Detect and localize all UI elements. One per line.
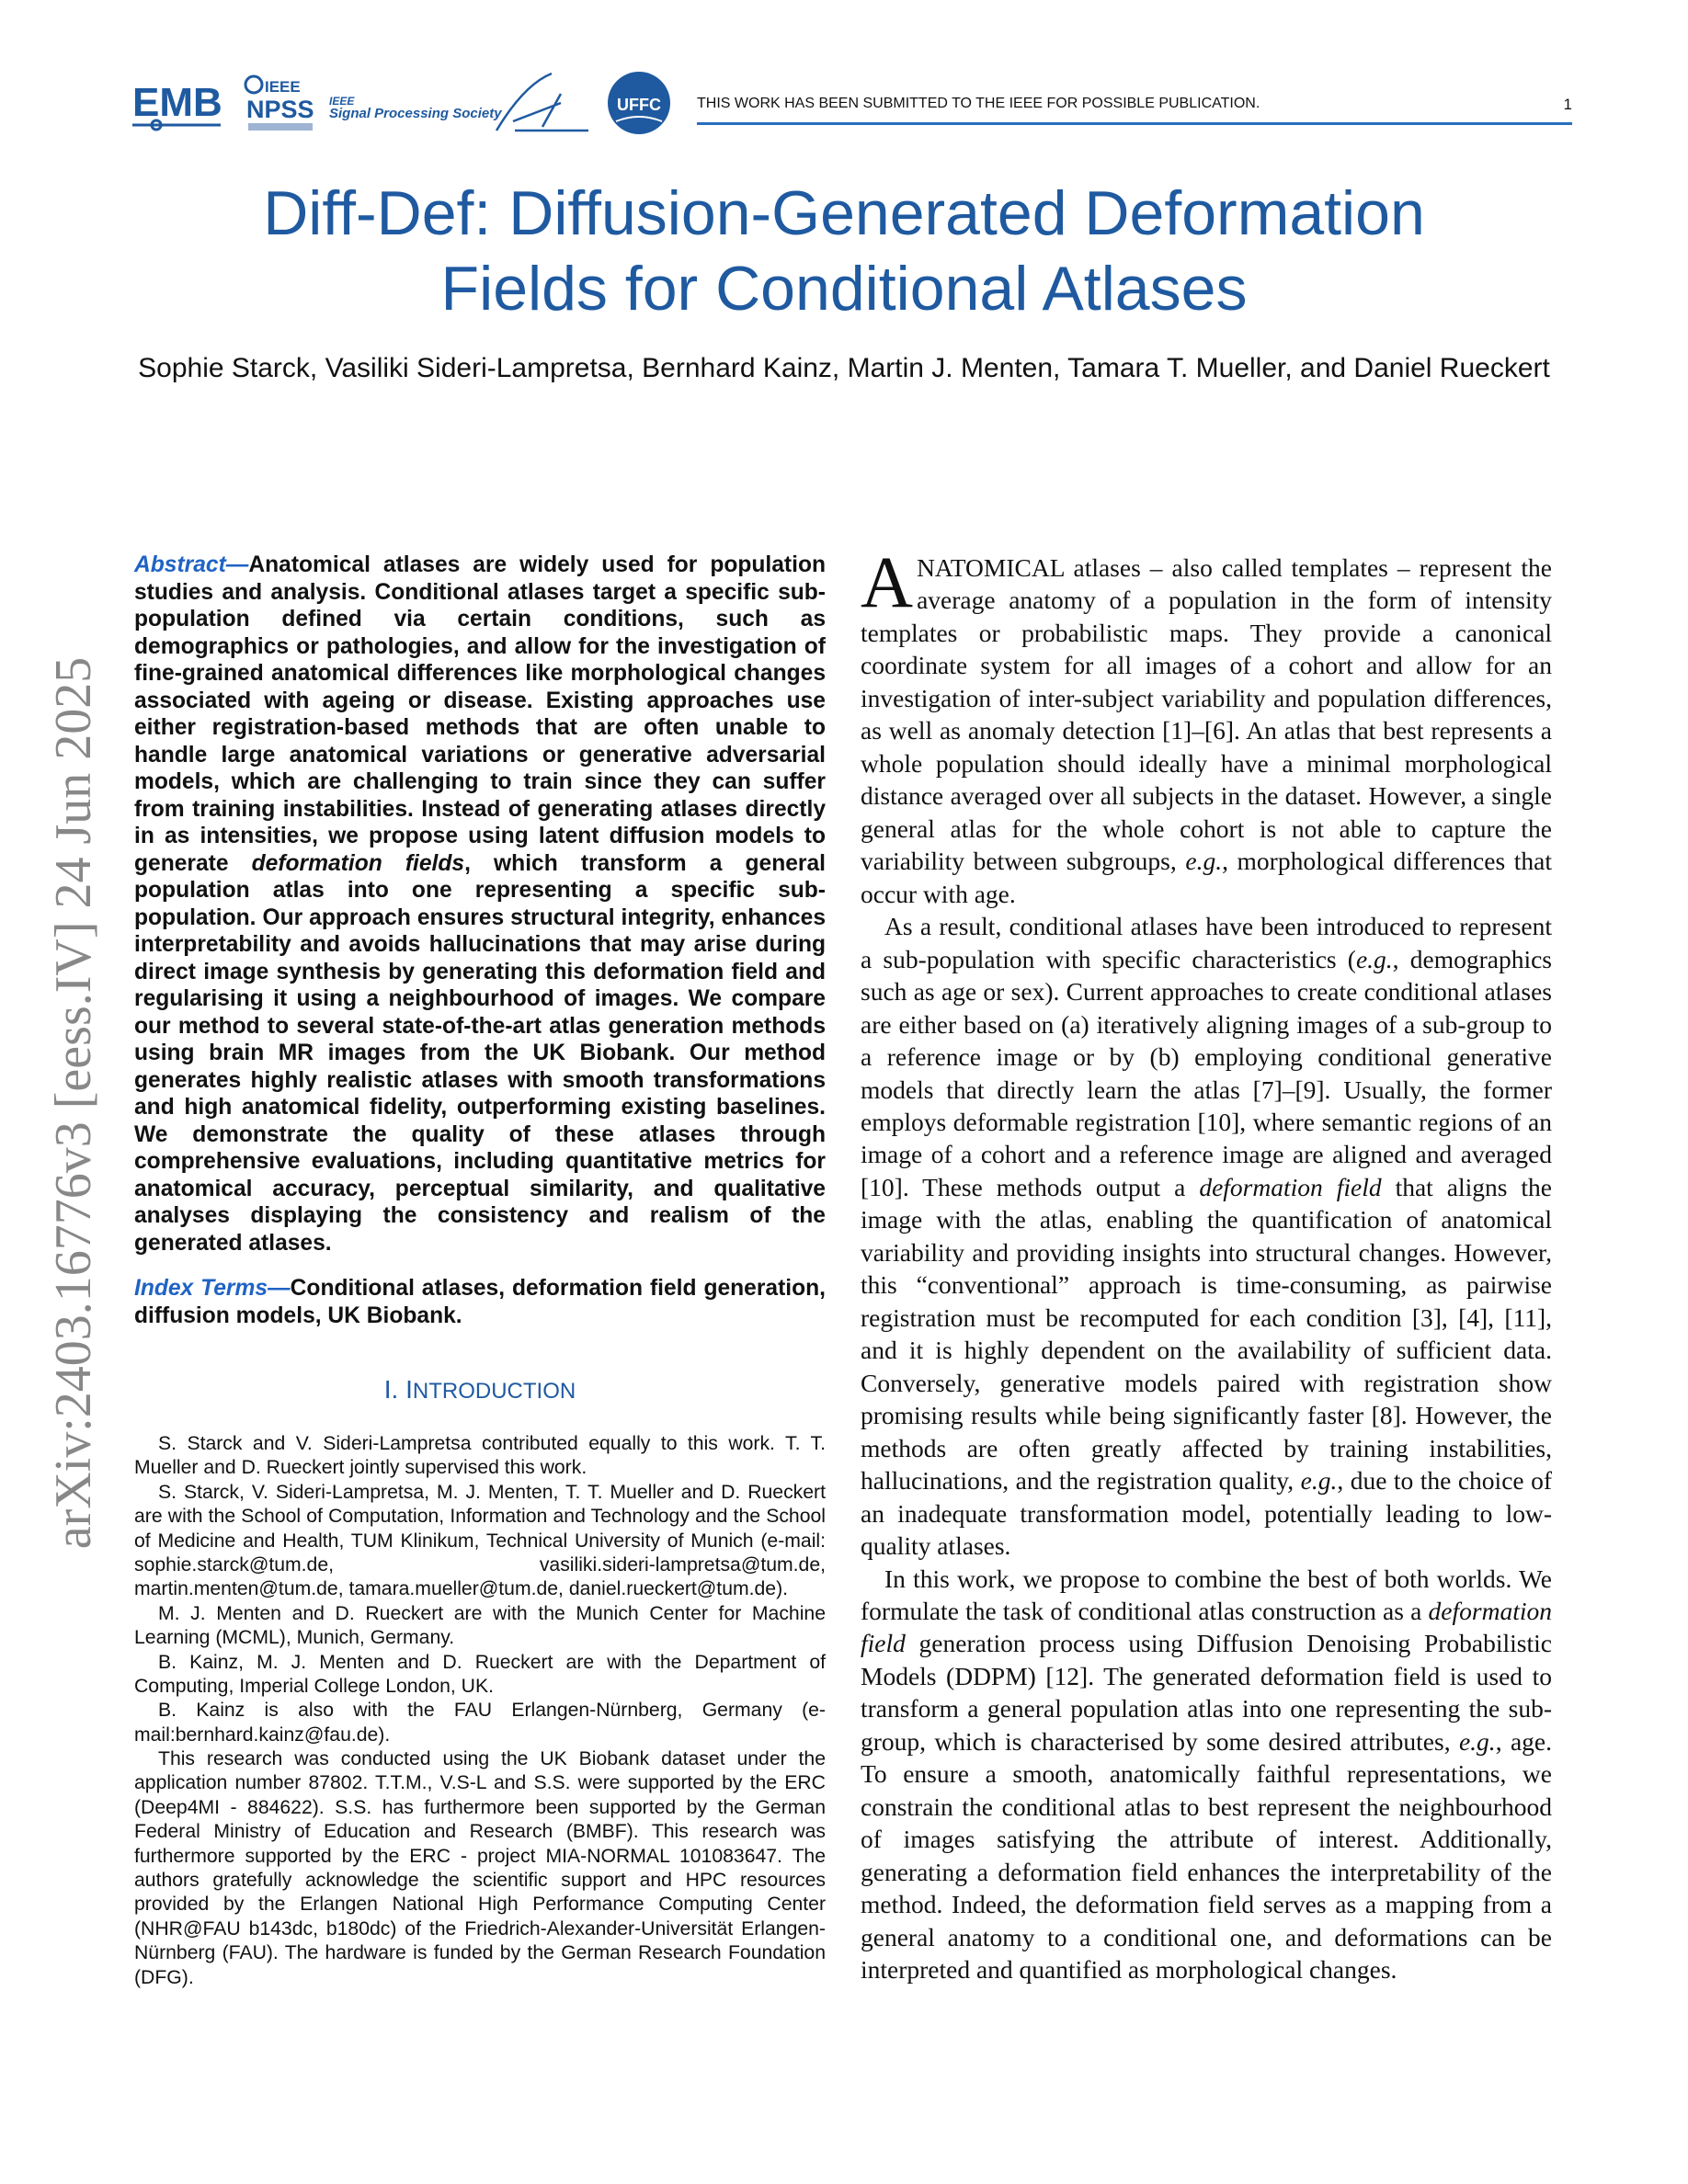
arxiv-stamp	[37, 607, 110, 1599]
footnote: B. Kainz is also with the FAU Erlangen-Nürnberg, Germany (e-mail:bernhard.kainz@fau.de).	[134, 1700, 826, 1746]
abstract-text-end: , which transform a general population atlas into one representing a specific sub-population. Our approach ensures structural integrity, enhances interpretability and avoids hallucinations that may arise during direct image synthesis by generating this deformation field and regularising it using a neighbourhood of images. We compare our method to several state-of-the-art atlas generation methods using brain MR images from the UK Biobank. Our method generates highly realistic atlases with smooth transformations and high anatomical fidelity, outperforming existing baselines. We demonstrate the quality of these atlases through comprehensive evaluations, including quantitative metrics for anatomical accuracy, perceptual similarity, and qualitative analyses displaying the consistency and realism of the generated atlases.	[134, 850, 827, 1256]
society-logos	[129, 66, 680, 143]
svg-text:UFFC: UFFC	[617, 96, 661, 114]
emb-logo	[132, 80, 222, 130]
footnote: This research was conducted using the UK Biobank dataset under the application number 87802. T.T.M., V.S-L and S.S. were supported by the ERC (Deep4MI - 884622). S.S. has furthermore been supported by the German Federal Ministry of Education and Research (BMBF). This research was furthermore supported by the ERC - project MIA-NORMAL 101083647. The authors gratefully acknowledge the scientific support and HPC resources provided by the Erlangen National High Performance Computing Center (NHR@FAU b143dc, b180dc) of the Friedrich-Alexander-Universität Erlangen-Nürnberg (FAU). The hardware is funded by the German Research Foundation (DFG).	[134, 1748, 826, 1988]
abstract	[134, 552, 826, 1257]
section-heading-introduction: I. INTRODUCTION	[383, 1375, 576, 1404]
drop-cap: A	[861, 543, 914, 623]
signal-processing-society-logo	[329, 74, 588, 131]
page-number: 1	[1563, 96, 1572, 113]
abstract-label: Abstract—	[134, 552, 249, 577]
right-column	[861, 543, 1553, 1986]
svg-text:EMB: EMB	[132, 80, 222, 125]
header-rule	[697, 122, 1572, 125]
abstract-emphasis: deformation fields	[251, 850, 465, 876]
svg-text:Signal Processing Society: Signal Processing Society	[329, 106, 502, 121]
index-terms	[134, 1275, 826, 1329]
footnote: S. Starck, V. Sideri-Lampretsa, M. J. Menten, T. T. Mueller and D. Rueckert are with the School of Computation, Information and Technology and the School of Medicine and Health, TUM Klinikum, Technical University of Munich (e-mail: sophie.starck@tum.de, vasiliki.sideri-lampretsa@tum.de, martin.menten@tum.de, tamara.mueller@tum.de, daniel.rueckert@tum.de).	[134, 1481, 826, 1600]
paper-title	[110, 176, 1578, 326]
footnote: B. Kainz, M. J. Menten and D. Rueckert are with the Department of Computing, Imperial College London, UK.	[134, 1651, 826, 1697]
title-line-1: Diff-Def: Diffusion-Generated Deformation	[263, 178, 1425, 248]
left-column	[134, 552, 826, 1990]
svg-text:NPSS: NPSS	[246, 96, 314, 123]
index-terms-label: Index Terms—	[134, 1276, 291, 1301]
arxiv-id: arXiv:2403.16776v3 [eess.IV] 24 Jun 2025	[45, 656, 102, 1550]
intro-paragraph-1: ANATOMICAL atlases – also called templates – represent the average anatomy of a population in the form of intensity templates or probabilistic maps. They provide a canonical coordinate system for all images of a cohort and allow for an investigation of inter-subject variability and population differences, as well as anomaly detection [1]–[6]. An atlas that best represents a whole population should ideally have a minimal morphological distance averaged over all subjects in the dataset. However, a single general atlas for the whole cohort is not able to capture the variability between subgroups, e.g., morphological differences that occur with age.	[861, 543, 1552, 908]
submission-notice: THIS WORK HAS BEEN SUBMITTED TO THE IEEE FOR POSSIBLE PUBLICATION.	[697, 96, 1260, 111]
uffc-logo	[608, 72, 670, 134]
author-list: Sophie Starck, Vasiliki Sideri-Lampretsa, Bernhard Kainz, Martin J. Menten, Tamara T. Mueller, and Daniel Rueckert	[138, 353, 1550, 383]
intro-paragraph-3: In this work, we propose to combine the best of both worlds. We formulate the task of conditional atlas construction as a deformation field generation process using Diffusion Denoising Probabilistic Models (DDPM) [12]. The generated deformation field is used to transform a general population atlas into one representing the sub-group, which is characterised by some desired attributes, e.g., age. To ensure a smooth, anatomically faithful representations, we constrain the conditional atlas to best represent the neighbourhood of images satisfying the attribute of interest. Additionally, generating a deformation field enhances the interpretability of the method. Indeed, the deformation field serves as a mapping from a general anatomy to a conditional one, and deformations can be interpreted and quantified as morphological changes.	[861, 1564, 1552, 1985]
svg-text:IEEE: IEEE	[329, 95, 355, 108]
ieee-npss-logo	[245, 76, 314, 131]
footnote: S. Starck and V. Sideri-Lampretsa contributed equally to this work. T. T. Mueller and D. Rueckert jointly supervised this work.	[134, 1433, 826, 1479]
index-terms-text: Conditional atlases, deformation field generation, diffusion models, UK Biobank.	[134, 1276, 826, 1328]
title-line-2: Fields for Conditional Atlases	[440, 253, 1248, 324]
svg-text:IEEE: IEEE	[265, 78, 301, 96]
abstract-text: Anatomical atlases are widely used for population studies and analysis. Conditional atlases target a specific sub-population defined via certain conditions, such as demographics or pathologies, and allow for the investigation of fine-grained anatomical differences like morphological changes associated with ageing or disease. Existing approaches use either registration-based methods that are often unable to handle large anatomical variations or generative adversarial models, which are challenging to train since they can suffer from training instabilities. Instead of generating atlases directly in as intensities, we propose using latent diffusion models to generate	[134, 552, 826, 876]
intro-paragraph-2: As a result, conditional atlases have been introduced to represent a sub-population with specific characteristics (e.g., demographics such as age or sex). Current approaches to create conditional atlases are either based on (a) iteratively aligning images of a sub-group to a reference image or by (b) employing conditional generative models that directly learn the atlas [7]–[9]. Usually, the former employs deformable registration [10], where semantic regions of an image of a cohort and a reference image are aligned and averaged [10]. These methods output a deformation field that aligns the image with the atlas, enabling the quantification of anatomical variability and providing insights into structural changes. However, this “conventional” approach is time-consuming, as pairwise registration must be recomputed for each condition [3], [4], [11], and it is highly dependent on the availability of sufficient data. Conversely, generative models paired with registration show promising results while being significantly faster [8]. However, the methods are often greatly affected by training instabilities, hallucinations, and the registration quality, e.g., due to the choice of an inadequate transformation model, potentially leading to low-quality atlases.	[861, 912, 1553, 1561]
footnote: M. J. Menten and D. Rueckert are with the Munich Center for Machine Learning (MCML), Munich, Germany.	[134, 1602, 826, 1649]
